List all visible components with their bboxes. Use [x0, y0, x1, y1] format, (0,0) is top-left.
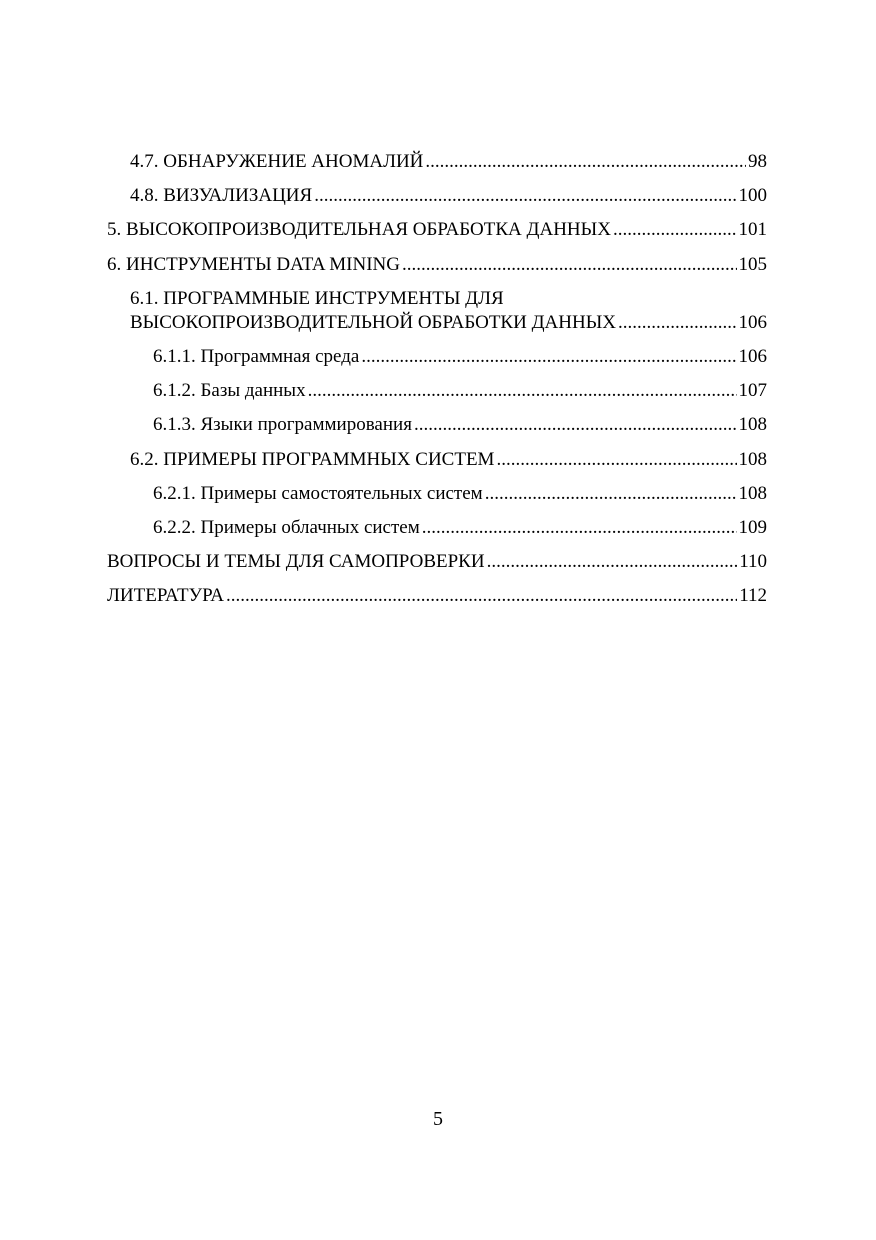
toc-entry[interactable]: [0, 218, 767, 242]
toc-dot-leader: [425, 150, 746, 174]
toc-entry[interactable]: [0, 345, 767, 369]
toc-entry[interactable]: [0, 482, 767, 506]
toc-dot-leader: [226, 584, 737, 608]
toc-entry-title: 6.1.3. Языки программирования: [153, 414, 412, 436]
toc-entry-page: 106: [738, 345, 767, 367]
toc-dot-leader: [613, 218, 737, 242]
toc-dot-leader: [414, 413, 737, 437]
toc-entry-title-line: 6.1. ПРОГРАММНЫЕ ИНСТРУМЕНТЫ ДЛЯ: [130, 287, 504, 309]
toc-dot-leader: [361, 345, 736, 369]
toc-entry-page: 100: [738, 185, 767, 207]
toc-entry-title: 6. ИНСТРУМЕНТЫ DATA MINING: [107, 253, 400, 275]
toc-dot-leader: [485, 482, 737, 506]
toc-entry-title: 4.8. ВИЗУАЛИЗАЦИЯ: [130, 185, 313, 207]
toc-entry[interactable]: [0, 550, 767, 574]
page-number: 5: [433, 1108, 443, 1130]
toc-entry-title: 6.2.2. Примеры облачных систем: [153, 516, 420, 538]
toc-entry[interactable]: [0, 184, 767, 208]
toc-entry-page: 98: [748, 151, 767, 172]
toc-dot-leader: [314, 184, 736, 208]
toc-dot-leader: [402, 253, 737, 277]
toc-entry-title: 4.7. ОБНАРУЖЕНИЕ АНОМАЛИЙ: [130, 151, 424, 172]
toc-entry[interactable]: [0, 584, 767, 608]
toc-entry[interactable]: [0, 379, 767, 403]
toc-entry[interactable]: [0, 253, 767, 277]
toc-dot-leader: [308, 379, 737, 403]
toc-entry-title: 6.2.1. Примеры самостоятельных систем: [153, 482, 483, 504]
toc-entry-title: 5. ВЫСОКОПРОИЗВОДИТЕЛЬНАЯ ОБРАБОТКА ДАННЫХ: [107, 219, 611, 241]
toc-dot-leader: [618, 311, 737, 335]
toc-entry-page: 105: [738, 253, 767, 275]
toc-entry-title: [130, 287, 616, 335]
toc-entry-page: 101: [738, 219, 767, 241]
toc-entry-page: 109: [738, 516, 767, 538]
toc-entry-page: 108: [738, 482, 767, 504]
toc-entry-title: ВОПРОСЫ И ТЕМЫ ДЛЯ САМОПРОВЕРКИ: [107, 551, 485, 573]
toc-dot-leader: [496, 448, 736, 472]
toc-entry-page: 106: [738, 311, 767, 333]
toc-entry[interactable]: [0, 150, 767, 174]
toc-entry[interactable]: [0, 287, 767, 335]
toc-entry-page: 108: [738, 414, 767, 436]
toc-entry-page: 108: [738, 448, 767, 470]
toc-entry-title-line: ВЫСОКОПРОИЗВОДИТЕЛЬНОЙ ОБРАБОТКИ ДАННЫХ: [130, 311, 616, 333]
toc-entry-page: 112: [739, 585, 767, 607]
toc-entry-page: 110: [739, 551, 767, 573]
toc-entry-title: ЛИТЕРАТУРА: [107, 585, 224, 607]
table-of-contents: [0, 150, 876, 618]
toc-entry-title: 6.2. ПРИМЕРЫ ПРОГРАММНЫХ СИСТЕМ: [130, 448, 495, 470]
toc-entry-title: 6.1.2. Базы данных: [153, 380, 306, 402]
toc-entry[interactable]: [0, 516, 767, 540]
toc-entry-page: 107: [738, 380, 767, 402]
toc-entry-title: 6.1.1. Программная среда: [153, 345, 360, 367]
toc-entry[interactable]: [0, 448, 767, 472]
toc-entry[interactable]: [0, 413, 767, 437]
toc-dot-leader: [422, 516, 737, 540]
toc-dot-leader: [487, 550, 738, 574]
